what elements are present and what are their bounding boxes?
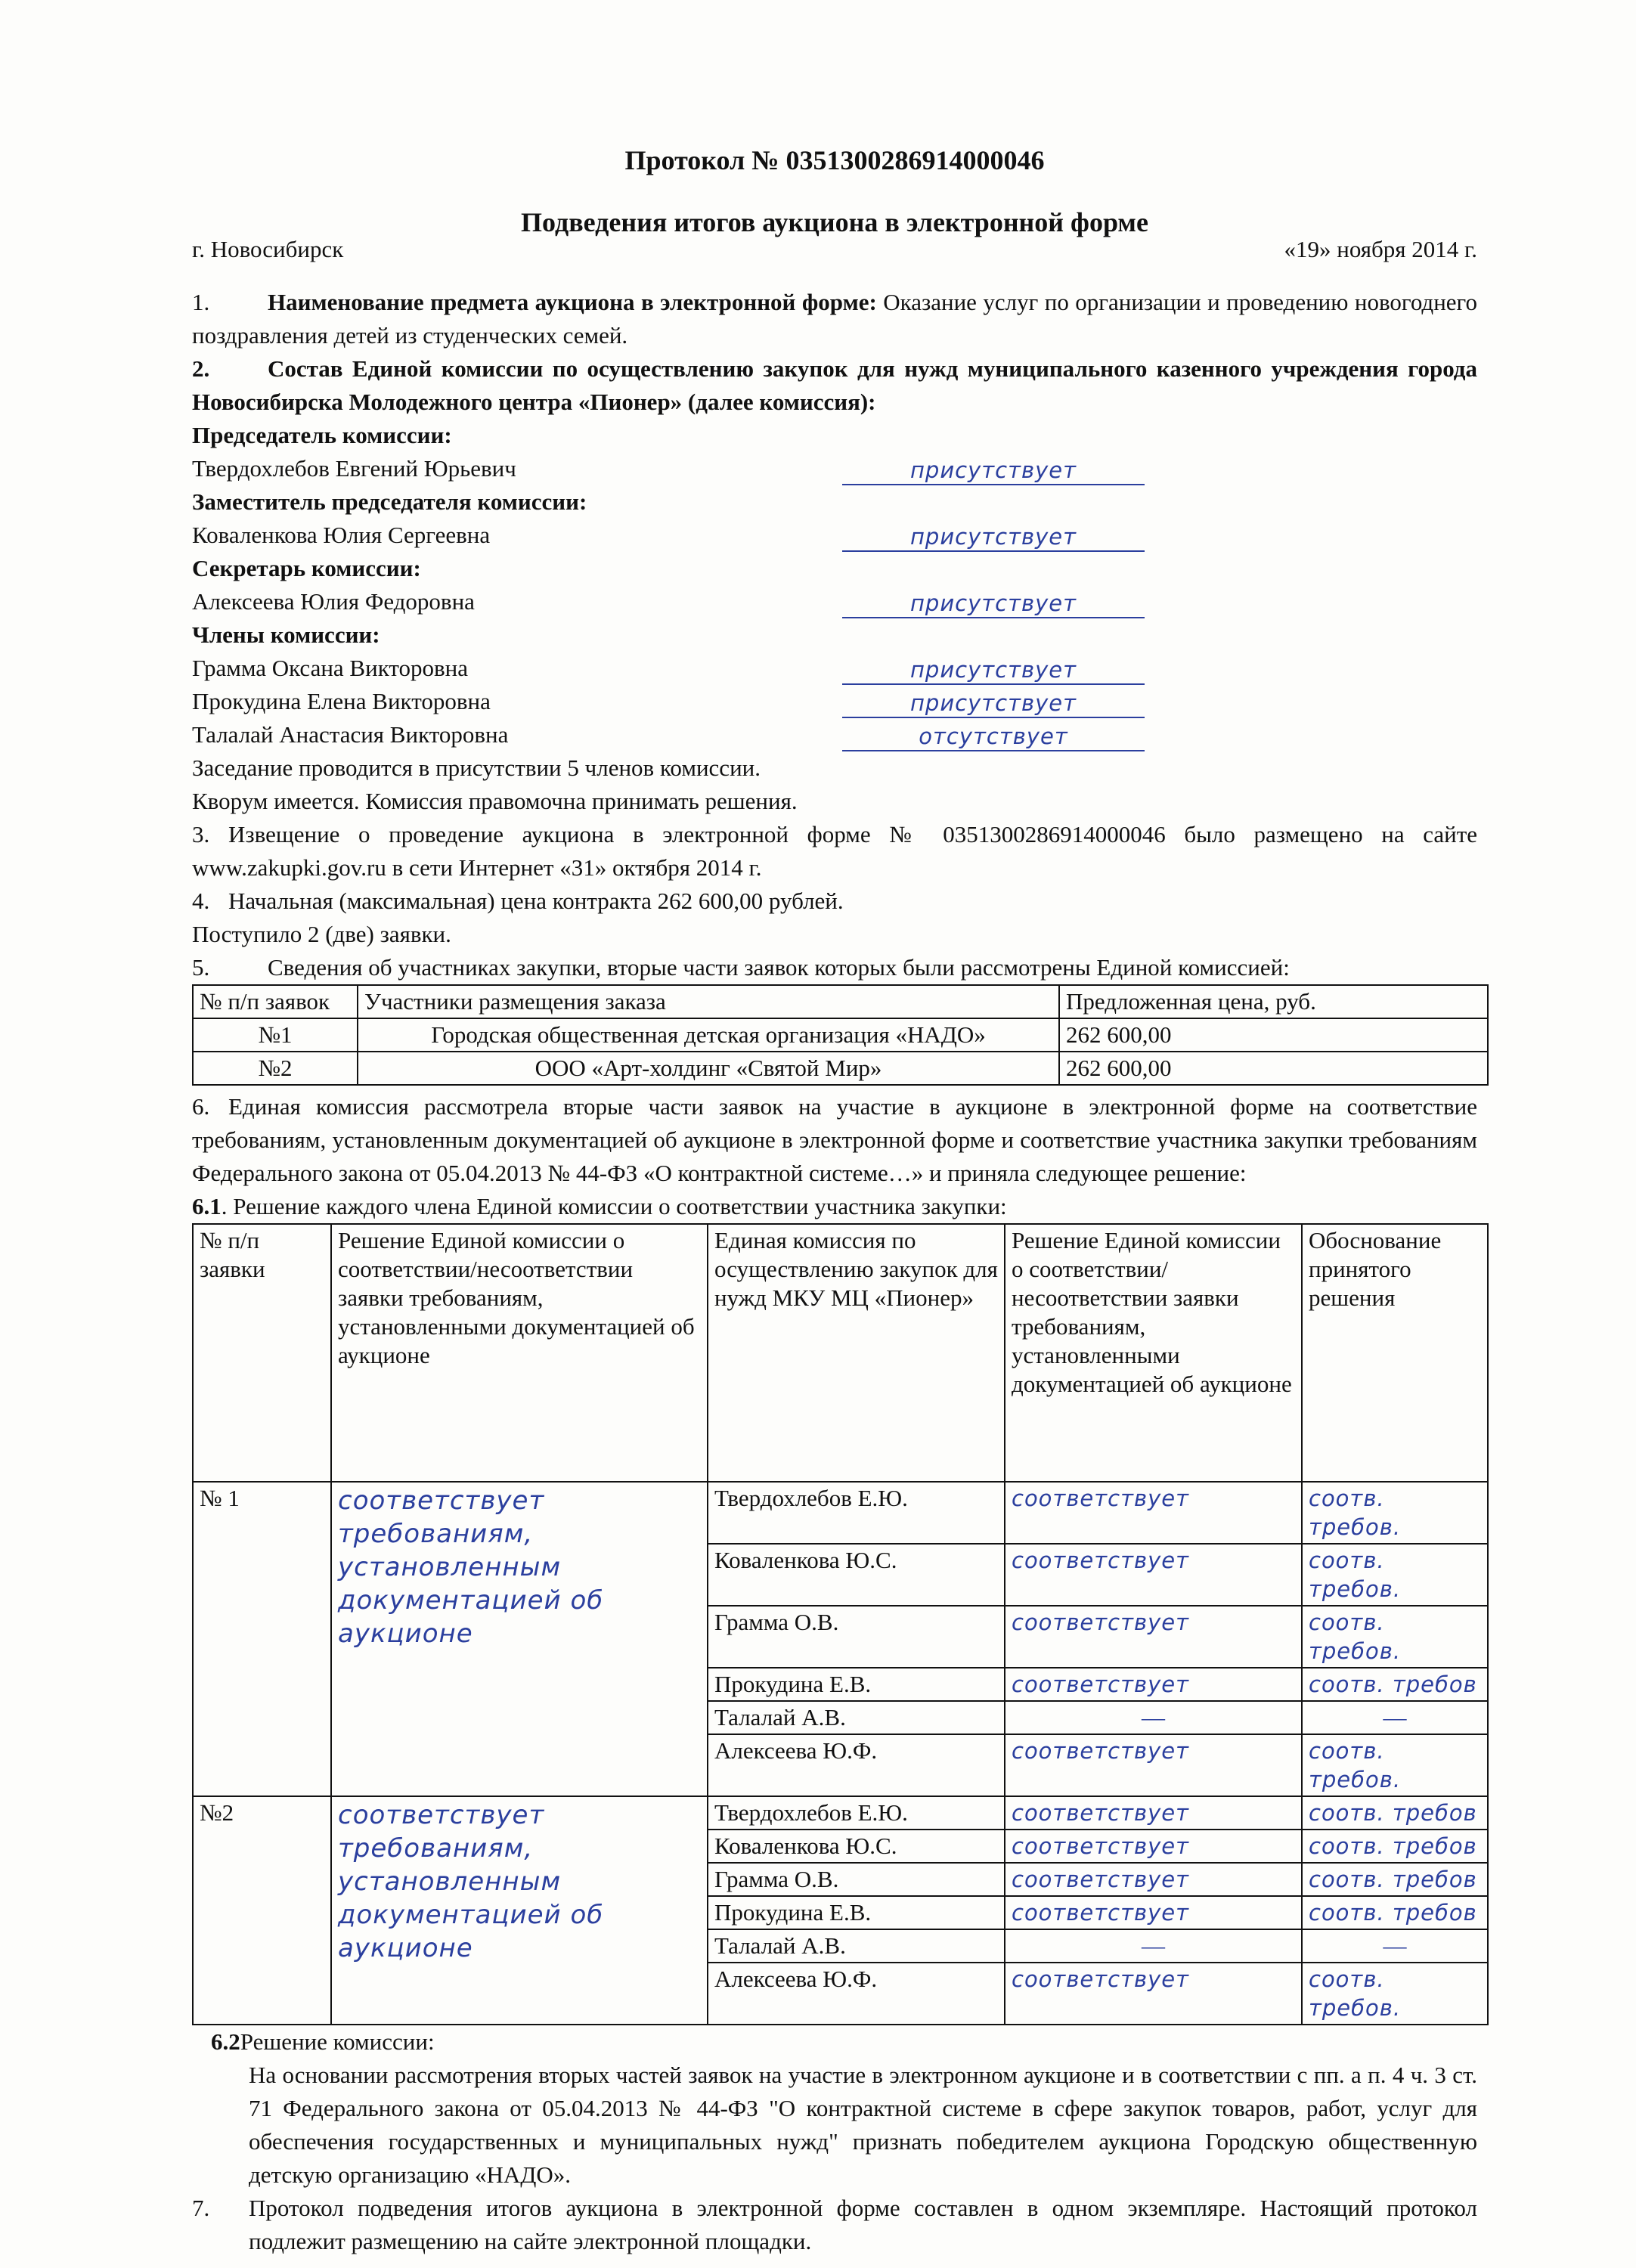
member-name: Коваленкова Ю.С. xyxy=(708,1544,1005,1606)
decision-reason: соотв. требов. xyxy=(1302,1963,1488,2025)
item-text: Сведения об участниках закупки, вторые части заявок которых были рассмотрены Единой комиссией: xyxy=(268,954,1290,981)
member-decision: соответствует xyxy=(1005,1482,1302,1544)
item-2 xyxy=(192,352,1477,419)
attendance-handwritten: присутствует xyxy=(842,689,1145,718)
decision-reason: — xyxy=(1302,1929,1488,1963)
member-decision: соответствует xyxy=(1005,1796,1302,1830)
item-number: 6.2 xyxy=(211,2028,240,2055)
item-number: 3. xyxy=(192,821,210,847)
item-label: Наименование предмета аукциона в электронной форме: xyxy=(268,289,877,315)
header-cell: № п/п заявки xyxy=(193,1224,331,1482)
member-decision: соответствует xyxy=(1005,1863,1302,1896)
member-row xyxy=(192,519,1477,552)
decision-reason: соотв. требов xyxy=(1302,1896,1488,1929)
header-cell: Предложенная цена, руб. xyxy=(1059,985,1488,1018)
participant-name: ООО «Арт-холдинг «Святой Мир» xyxy=(358,1052,1059,1085)
member-decision: соответствует xyxy=(1005,1896,1302,1929)
table-row xyxy=(193,1018,1488,1052)
table-row xyxy=(193,1482,1488,1544)
member-row xyxy=(192,452,1477,485)
table-header-row xyxy=(193,1224,1488,1482)
member-name: Грамма О.В. xyxy=(708,1863,1005,1896)
decision-reason: соотв. требов. xyxy=(1302,1734,1488,1796)
attendance-handwritten: отсутствует xyxy=(842,723,1145,751)
item-6-2 xyxy=(211,2025,1477,2059)
item-text: Извещение о проведение аукциона в электронной форме № 0351300286914000046 было размещено на сайте www.zakupki.gov.ru в сети Интернет «31» октября 2014 г. xyxy=(192,821,1477,881)
member-row xyxy=(192,685,1477,718)
member-decision: — xyxy=(1005,1701,1302,1734)
header-cell: Обоснование принятого решения xyxy=(1302,1224,1488,1482)
header-cell: № п/п заявок xyxy=(193,985,358,1018)
row-number: №2 xyxy=(193,1052,358,1085)
member-row xyxy=(192,652,1477,685)
member-name: Алексеева Юлия Федоровна xyxy=(192,588,475,615)
participants-table xyxy=(192,984,1489,1086)
item-7 xyxy=(192,2192,1477,2258)
applications-count: Поступило 2 (две) заявки. xyxy=(192,921,451,947)
city: г. Новосибирск xyxy=(192,236,344,262)
header-cell: Решение Единой комиссии о соответствии/несоответствии заявки требованиям, установленными документацией об аукционе xyxy=(1005,1224,1302,1482)
item-1 xyxy=(192,286,1477,352)
decision-reason: соотв. требов. xyxy=(1302,1606,1488,1668)
header-cell: Решение Единой комиссии о соответствии/несоответствии заявки требованиям, установленными документацией об аукционе xyxy=(331,1224,708,1482)
secretary-label: Секретарь комиссии: xyxy=(192,555,421,581)
decision-reason: соотв. требов xyxy=(1302,1863,1488,1896)
member-name: Коваленкова Юлия Сергеевна xyxy=(192,522,491,548)
decisions-table xyxy=(192,1223,1489,2025)
attendance-handwritten: присутствует xyxy=(842,457,1145,485)
commission-decision-handwritten: соответствует требованиям, установленным документацией об аукционе xyxy=(331,1796,708,2025)
members-label: Члены комиссии: xyxy=(192,621,380,648)
commission-list xyxy=(192,419,1477,818)
session-text: Заседание проводится в присутствии 5 членов комиссии. xyxy=(192,754,761,781)
application-number: № 1 xyxy=(193,1482,331,1796)
item-5 xyxy=(192,951,1477,984)
member-name: Грамма Оксана Викторовна xyxy=(192,655,468,681)
attendance-handwritten: присутствует xyxy=(842,656,1145,685)
commission-decision-text: На основании рассмотрения вторых частей заявок на участие в электронном аукционе и в соответствии с пп. а п. 4 ч. 3 ст. 71 Федерального закона от 05.04.2013 № 44-ФЗ "О контрактной системе в сфере закупок товаров, работ, услуг для обеспечения государственных и муниципальных нужд" признать победителем аукциона Городскую общественную детскую организацию «НАДО». xyxy=(249,2062,1477,2188)
table-header-row xyxy=(193,985,1488,1018)
decision-reason: соотв. требов. xyxy=(1302,1482,1488,1544)
quorum-text: Кворум имеется. Комиссия правомочна принимать решения. xyxy=(192,788,798,814)
member-decision: соответствует xyxy=(1005,1668,1302,1701)
member-name: Прокудина Е.В. xyxy=(708,1668,1005,1701)
item-number: 6. xyxy=(192,1093,210,1120)
row-number: №1 xyxy=(193,1018,358,1052)
header-cell: Единая комиссия по осуществлению закупок для нужд МКУ МЦ «Пионер» xyxy=(708,1224,1005,1482)
member-name: Твердохлебов Евгений Юрьевич xyxy=(192,455,516,482)
header-cell: Участники размещения заказа xyxy=(358,985,1059,1018)
decision-reason: соотв. требов xyxy=(1302,1668,1488,1701)
table-row xyxy=(193,1052,1488,1085)
item-4 xyxy=(192,885,1477,918)
offered-price: 262 600,00 xyxy=(1059,1018,1488,1052)
member-name: Алексеева Ю.Ф. xyxy=(708,1734,1005,1796)
member-decision: соответствует xyxy=(1005,1734,1302,1796)
item-number: 2. xyxy=(192,355,210,382)
table-row xyxy=(193,1796,1488,1830)
item-text: Состав Единой комиссии по осуществлению закупок для нужд муниципального казенного учреждения города Новосибирска Молодежного центра «Пионер» (далее комиссия): xyxy=(192,355,1477,415)
sub-number: 6.1 xyxy=(192,1193,222,1219)
decision-reason: соотв. требов xyxy=(1302,1796,1488,1830)
item-number: 1. xyxy=(192,289,210,315)
item-text: Протокол подведения итогов аукциона в электронной форме составлен в одном экземпляре. Настоящий протокол подлежит размещению на сайте электронной площадки. xyxy=(249,2195,1477,2254)
item-number: 7. xyxy=(192,2195,210,2221)
attendance-handwritten: присутствует xyxy=(842,590,1145,618)
commission-decision-handwritten: соответствует требованиям, установленным документацией об аукционе xyxy=(331,1482,708,1796)
date: «19» ноября 2014 г. xyxy=(1284,236,1477,262)
item-text: Оказание услуг по организации и проведению новогоднего поздравления детей из студенческих семей. xyxy=(192,289,1477,349)
item-6 xyxy=(192,1090,1477,1190)
member-name: Талалай Анастасия Викторовна xyxy=(192,721,509,748)
member-row xyxy=(192,718,1477,751)
member-name: Коваленкова Ю.С. xyxy=(708,1830,1005,1863)
chair-label: Председатель комиссии: xyxy=(192,422,452,448)
member-name: Твердохлебов Е.Ю. xyxy=(708,1796,1005,1830)
item-3 xyxy=(192,818,1477,885)
document-title: Протокол № 0351300286914000046 xyxy=(624,145,1045,175)
decision-reason: соотв. требов xyxy=(1302,1830,1488,1863)
member-name: Прокудина Е.В. xyxy=(708,1896,1005,1929)
member-decision: — xyxy=(1005,1929,1302,1963)
member-name: Талалай А.В. xyxy=(708,1701,1005,1734)
member-decision: соответствует xyxy=(1005,1606,1302,1668)
member-name: Твердохлебов Е.Ю. xyxy=(708,1482,1005,1544)
member-name: Прокудина Елена Викторовна xyxy=(192,688,491,714)
member-row xyxy=(192,585,1477,618)
item-label: Решение комиссии: xyxy=(240,2028,435,2055)
decision-reason: — xyxy=(1302,1701,1488,1734)
protocol-document xyxy=(192,113,1477,2258)
item-6-1 xyxy=(192,1190,1477,1223)
application-number: №2 xyxy=(193,1796,331,2025)
item-number: 5. xyxy=(192,954,210,981)
participant-name: Городская общественная детская организация «НАДО» xyxy=(358,1018,1059,1052)
sub-text: . Решение каждого члена Единой комиссии о соответствии участника закупки: xyxy=(221,1193,1007,1219)
attendance-handwritten: присутствует xyxy=(842,523,1145,552)
item-text: Начальная (максимальная) цена контракта 262 600,00 рублей. xyxy=(228,888,844,914)
offered-price: 262 600,00 xyxy=(1059,1052,1488,1085)
member-name: Талалай А.В. xyxy=(708,1929,1005,1963)
member-name: Грамма О.В. xyxy=(708,1606,1005,1668)
decision-reason: соотв. требов. xyxy=(1302,1544,1488,1606)
deputy-label: Заместитель председателя комиссии: xyxy=(192,488,587,515)
item-text: Единая комиссия рассмотрела вторые части заявок на участие в аукционе в электронной форме на соответствие требованиям, установленным документацией об аукционе в электронной форме и соответствие участника закупки требованиям Федерального закона от 05.04.2013 № 44-ФЗ «О контрактной системе…» и приняла следующее решение: xyxy=(192,1093,1477,1186)
member-decision: соответствует xyxy=(1005,1830,1302,1863)
item-number: 4. xyxy=(192,888,210,914)
document-subtitle: Подведения итогов аукциона в электронной форме xyxy=(521,207,1148,237)
member-decision: соответствует xyxy=(1005,1963,1302,2025)
member-name: Алексеева Ю.Ф. xyxy=(708,1963,1005,2025)
member-decision: соответствует xyxy=(1005,1544,1302,1606)
